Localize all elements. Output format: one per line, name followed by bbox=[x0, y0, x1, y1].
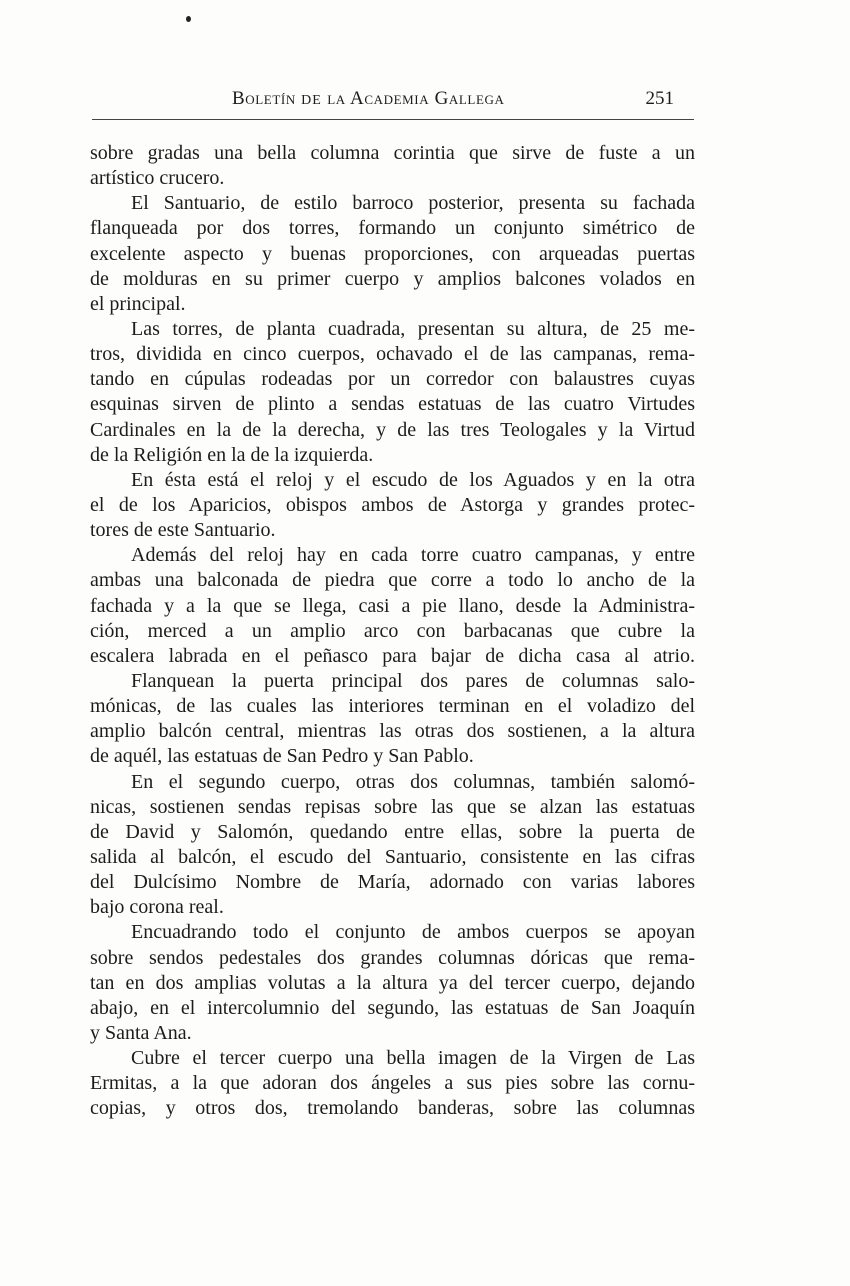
text-line: tros, dividida en cinco cuerpos, ochavado el de las campanas, rema- bbox=[90, 343, 695, 366]
text-line: amplio balcón central, mientras las otras dos sostienen, a la altura bbox=[90, 720, 695, 743]
text-line: de molduras en su primer cuerpo y amplios balcones volados en bbox=[90, 267, 695, 290]
running-head bbox=[232, 88, 684, 118]
text-line: escalera labrada en el peñasco para bajar de dicha casa al atrio. bbox=[90, 644, 695, 667]
text-line: de David y Salomón, quedando entre ellas, sobre la puerta de bbox=[90, 820, 695, 843]
header-rule bbox=[92, 119, 694, 120]
text-line: sobre gradas una bella columna corintia que sirve de fuste a un bbox=[90, 142, 695, 164]
text-line: fachada y a la que se llega, casi a pie llano, desde la Administra- bbox=[90, 594, 695, 617]
text-line: nicas, sostienen sendas repisas sobre las que se alzan las estatuas bbox=[90, 795, 695, 818]
text-line: tando en cúpulas rodeadas por un corredor con balaustres cuyas bbox=[90, 368, 695, 391]
text-line: de aquél, las estatuas de San Pedro y San Pablo. bbox=[90, 745, 474, 768]
text-line: Encuadrando todo el conjunto de ambos cuerpos se apoyan bbox=[131, 921, 695, 944]
text-line: copias, y otros dos, tremolando banderas, sobre las columnas bbox=[90, 1097, 695, 1120]
text-line: Ermitas, a la que adoran dos ángeles a sus pies sobre las cornu- bbox=[90, 1072, 695, 1095]
text-line: ción, merced a un amplio arco con barbacanas que cubre la bbox=[90, 619, 695, 642]
ink-speck bbox=[186, 16, 191, 22]
text-line: salida al balcón, el escudo del Santuario, consistente en las cifras bbox=[90, 845, 695, 868]
running-title-part2: la Academia Gallega bbox=[327, 88, 505, 109]
text-line: bajo corona real. bbox=[90, 896, 224, 919]
text-line: Además del reloj hay en cada torre cuatro campanas, y entre bbox=[131, 544, 695, 567]
text-line: de la Religión en la de la izquierda. bbox=[90, 443, 374, 466]
text-line: esquinas sirven de plinto a sendas estatuas de las cuatro Virtudes bbox=[90, 393, 695, 416]
running-title bbox=[232, 88, 504, 110]
text-line: Cardinales en la de la derecha, y de las tres Teologales y la Virtud bbox=[90, 418, 695, 441]
text-line: El Santuario, de estilo barroco posterior, presenta su fachada bbox=[131, 192, 695, 215]
text-line: y Santa Ana. bbox=[90, 1021, 192, 1044]
text-line: ambas una balconada de piedra que corre a todo lo ancho de la bbox=[90, 569, 695, 592]
text-line: tores de este Santuario. bbox=[90, 519, 276, 542]
text-line: Cubre el tercer cuerpo una bella imagen de la Virgen de Las bbox=[131, 1047, 695, 1070]
text-line: Las torres, de planta cuadrada, presentan su altura, de 25 me- bbox=[131, 317, 695, 340]
running-title-part1: Boletín bbox=[232, 88, 296, 109]
text-line: sobre sendos pedestales dos grandes columnas dóricas que rema- bbox=[90, 946, 695, 969]
text-line: artístico crucero. bbox=[90, 167, 225, 190]
text-line: En ésta está el reloj y el escudo de los Aguados y en la otra bbox=[131, 468, 695, 491]
text-line: del Dulcísimo Nombre de María, adornado con varias labores bbox=[90, 871, 695, 894]
page-number: 251 bbox=[645, 88, 674, 109]
text-line: En el segundo cuerpo, otras dos columnas, también salomó- bbox=[131, 770, 695, 793]
text-line: el principal. bbox=[90, 292, 186, 315]
text-line: abajo, en el intercolumnio del segundo, las estatuas de San Joaquín bbox=[90, 996, 695, 1019]
text-line: mónicas, de las cuales las interiores terminan en el voladizo del bbox=[90, 695, 695, 718]
running-title-de: DE bbox=[301, 93, 322, 108]
text-line: excelente aspecto y buenas proporciones, con arqueadas puertas bbox=[90, 242, 695, 265]
text-line: Flanquean la puerta principal dos pares de columnas salo- bbox=[131, 669, 695, 692]
text-line: el de los Aparicios, obispos ambos de Astorga y grandes protec- bbox=[90, 493, 695, 516]
text-line: tan en dos amplias volutas a la altura ya del tercer cuerpo, dejando bbox=[90, 971, 695, 994]
text-line: flanqueada por dos torres, formando un conjunto simétrico de bbox=[90, 217, 695, 240]
body-text bbox=[90, 141, 695, 1121]
